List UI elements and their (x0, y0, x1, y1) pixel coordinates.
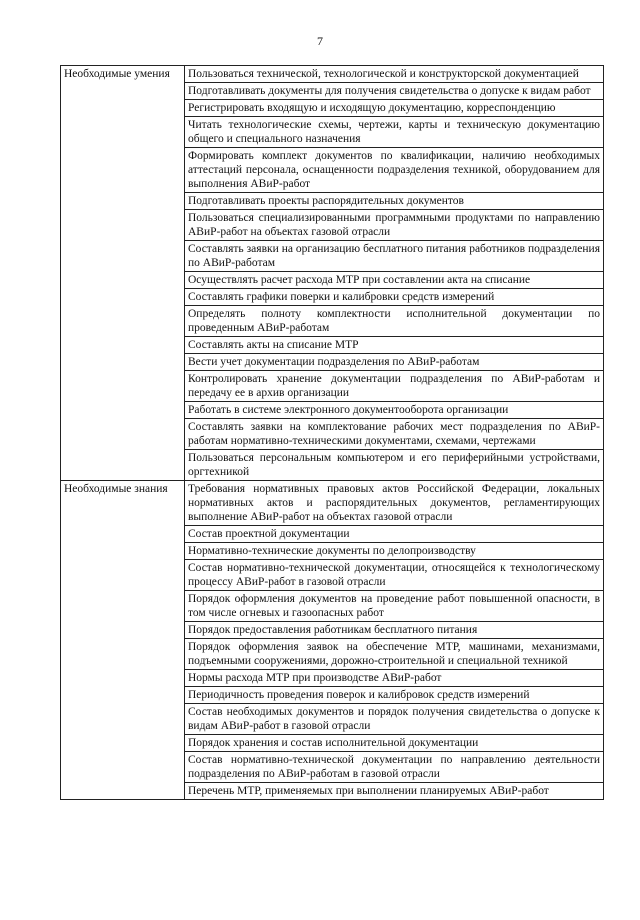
requirement-item: Пользоваться технической, технологической и конструкторской документацией (185, 66, 604, 83)
section-category: Необходимые умения (61, 66, 185, 481)
requirement-item: Периодичность проведения поверок и калибровок средств измерений (185, 687, 604, 704)
table-row (61, 66, 604, 83)
requirement-item: Определять полноту комплектности исполнительной документации по проведенным АВиР-работам (185, 306, 604, 337)
requirement-item: Составлять заявки на организацию бесплатного питания работников подразделения по АВиР-работам (185, 241, 604, 272)
requirement-item: Составлять заявки на комплектование рабочих мест подразделения по АВиР-работам нормативно-техническими документами, схемами, чертежами (185, 419, 604, 450)
requirement-item: Пользоваться персональным компьютером и его периферийными устройствами, оргтехникой (185, 450, 604, 481)
requirement-item: Состав проектной документации (185, 526, 604, 543)
requirement-item: Подготавливать проекты распорядительных документов (185, 193, 604, 210)
requirement-item: Нормы расхода МТР при производстве АВиР-работ (185, 670, 604, 687)
requirement-item: Порядок предоставления работникам бесплатного питания (185, 622, 604, 639)
requirements-table (60, 65, 604, 800)
requirement-item: Вести учет документации подразделения по АВиР-работам (185, 354, 604, 371)
requirement-item: Составлять графики поверки и калибровки средств измерений (185, 289, 604, 306)
requirement-item: Порядок оформления заявок на обеспечение МТР, машинами, механизмами, подъемными сооружениями, дорожно-строительной и специальной техникой (185, 639, 604, 670)
section-category: Необходимые знания (61, 481, 185, 800)
table-row (61, 481, 604, 526)
requirement-item: Нормативно-технические документы по делопроизводству (185, 543, 604, 560)
requirement-item: Порядок хранения и состав исполнительной документации (185, 735, 604, 752)
requirement-item: Порядок оформления документов на проведение работ повышенной опасности, в том числе огневых и газоопасных работ (185, 591, 604, 622)
requirement-item: Регистрировать входящую и исходящую документацию, корреспонденцию (185, 100, 604, 117)
requirement-item: Подготавливать документы для получения свидетельства о допуске к видам работ (185, 83, 604, 100)
requirement-item: Перечень МТР, применяемых при выполнении планируемых АВиР-работ (185, 783, 604, 800)
requirement-item: Состав нормативно-технической документации, относящейся к технологическому процессу АВиР-работ в газовой отрасли (185, 560, 604, 591)
requirement-item: Требования нормативных правовых актов Российской Федерации, локальных нормативных актов и распорядительных документов, регламентирующих выполнение АВиР-работ на объектах газовой отрасли (185, 481, 604, 526)
requirement-item: Формировать комплект документов по квалификации, наличию необходимых аттестаций персонала, оснащенности подразделения техникой, оборудованием для выполнения АВиР-работ (185, 148, 604, 193)
page-number: 7 (317, 34, 323, 48)
requirement-item: Состав нормативно-технической документации по направлению деятельности подразделения по АВиР-работам в газовой отрасли (185, 752, 604, 783)
requirement-item: Осуществлять расчет расхода МТР при составлении акта на списание (185, 272, 604, 289)
requirement-item: Контролировать хранение документации подразделения по АВиР-работам и передачу ее в архив организации (185, 371, 604, 402)
requirement-item: Составлять акты на списание МТР (185, 337, 604, 354)
requirement-item: Работать в системе электронного документооборота организации (185, 402, 604, 419)
requirement-item: Состав необходимых документов и порядок получения свидетельства о допуске к видам АВиР-работ в газовой отрасли (185, 704, 604, 735)
requirement-item: Пользоваться специализированными программными продуктами по направлению АВиР-работ на объектах газовой отрасли (185, 210, 604, 241)
requirement-item: Читать технологические схемы, чертежи, карты и техническую документацию общего и специального назначения (185, 117, 604, 148)
